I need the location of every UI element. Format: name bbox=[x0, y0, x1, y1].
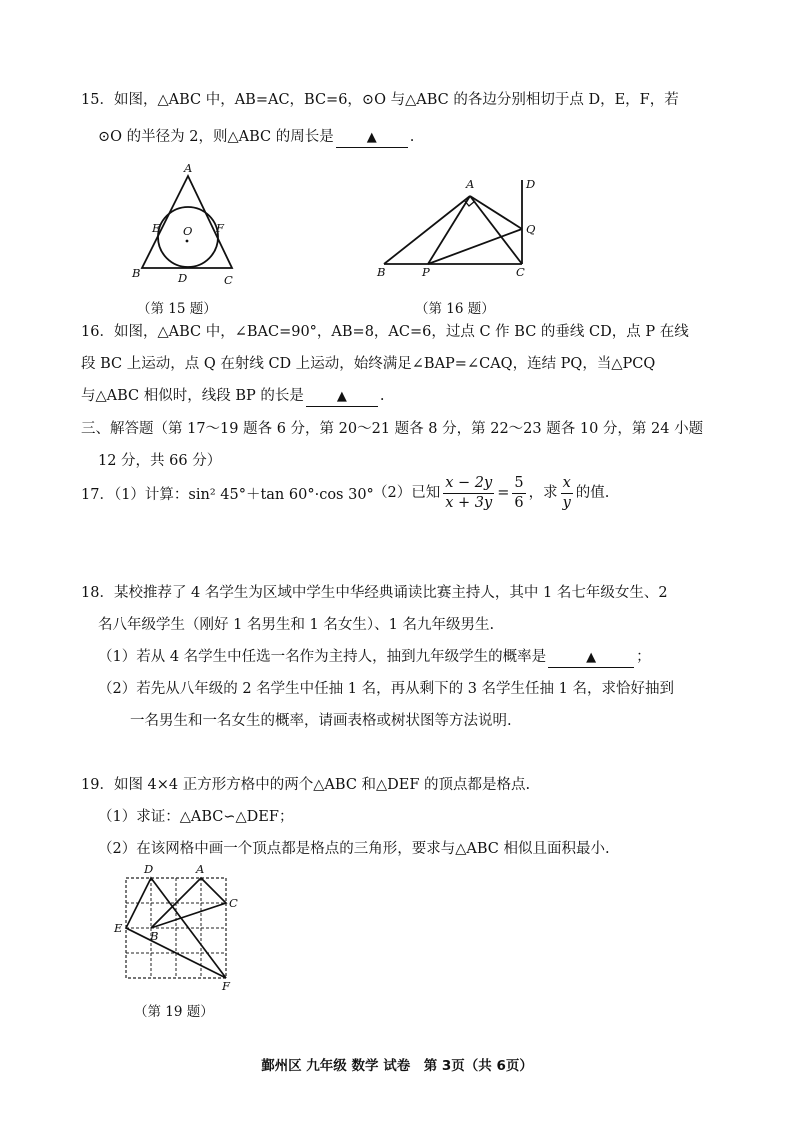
q19-figure bbox=[110, 860, 250, 993]
blank-marker: ▲ bbox=[336, 389, 347, 404]
fig19-label-F: F bbox=[222, 979, 230, 993]
q16-line2: 段 BC 上运动，点 Q 在射线 CD 上运动，始终满足∠BAP=∠CAQ，连结 PQ，当△PCQ bbox=[81, 356, 656, 372]
equals-sign: = bbox=[497, 485, 510, 501]
q16-answer-blank[interactable] bbox=[306, 387, 378, 407]
section3-line1: 三、解答题（第 17～19 题各 6 分，第 20～21 题各 8 分，第 22～23 题各 10 分，第 24 小题 bbox=[81, 421, 704, 437]
q15-line2 bbox=[98, 128, 414, 148]
q18-line2: 名八年级学生（刚好 1 名男生和 1 名女生）、1 名九年级男生. bbox=[98, 617, 495, 633]
q17-part2-mid: ，求 bbox=[528, 485, 558, 501]
center-o-dot bbox=[186, 240, 189, 243]
q15-fig-caption: （第 15 题） bbox=[137, 301, 217, 317]
q17-part2-prefix: （2）已知 bbox=[373, 485, 441, 501]
fig15-label-A: A bbox=[184, 161, 193, 175]
fig16-label-A: A bbox=[466, 177, 475, 191]
q17-fraction-value bbox=[512, 474, 525, 513]
q17-part2-suffix: 的值. bbox=[575, 485, 610, 501]
fig16-label-B: B bbox=[377, 265, 386, 279]
q18-sub1-text: （1）若从 4 名学生中任选一名作为主持人，抽到九年级学生的概率是 bbox=[98, 649, 547, 665]
q18-sub2-line1: （2）若先从八年级的 2 名学生中任抽 1 名，再从剩下的 3 名学生任抽 1 名，求恰好抽到 bbox=[98, 681, 674, 697]
q16-line1: 16．如图，△ABC 中，∠BAC=90°，AB=8，AC=6，过点 C 作 BC 的垂线 CD，点 P 在线 bbox=[81, 324, 689, 340]
segment-ap bbox=[428, 196, 470, 264]
fig15-label-E: E bbox=[152, 221, 161, 235]
q17-part2 bbox=[373, 472, 609, 514]
q17-fraction-main bbox=[443, 474, 494, 513]
q15-line2-text: ⊙O 的半径为 2，则△ABC 的周长是 bbox=[98, 129, 334, 145]
q19-line1: 19．如图 4×4 正方形方格中的两个△ABC 和△DEF 的顶点都是格点. bbox=[81, 777, 531, 793]
fig19-label-A: A bbox=[196, 862, 205, 876]
segment-aq bbox=[470, 196, 522, 229]
fig19-label-E: E bbox=[114, 921, 123, 935]
q15-figure bbox=[120, 160, 250, 285]
section3-line2: 12 分，共 66 分） bbox=[98, 453, 222, 469]
frac-denominator: y bbox=[562, 494, 571, 511]
q15-line2-end: . bbox=[409, 129, 415, 145]
fig19-label-D: D bbox=[144, 862, 154, 876]
frac-denominator: 6 bbox=[514, 494, 524, 511]
q18-answer-blank[interactable] bbox=[548, 648, 634, 668]
page-footer: 鄞州区 九年级 数学 试卷 第 3页（共 6页） bbox=[261, 1058, 533, 1074]
q18-sub1-end: ； bbox=[636, 649, 651, 665]
fig15-label-C: C bbox=[224, 273, 233, 287]
q17-part1: 17．（1）计算：sin² 45°＋tan 60°·cos 30° bbox=[81, 487, 374, 503]
frac-numerator: 5 bbox=[512, 474, 525, 494]
segment-ac bbox=[470, 196, 522, 264]
fig16-label-C: C bbox=[516, 265, 525, 279]
fig15-label-D: D bbox=[178, 271, 188, 285]
blank-marker: ▲ bbox=[366, 130, 377, 145]
q19-sub1: （1）求证：△ABC∽△DEF； bbox=[98, 809, 294, 825]
fig16-label-D: D bbox=[526, 177, 536, 191]
q19-sub2: （2）在该网格中画一个顶点都是格点的三角形，要求与△ABC 相似且面积最小. bbox=[98, 841, 610, 857]
q16-line3-end: . bbox=[379, 388, 385, 404]
fig19-label-C: C bbox=[229, 896, 238, 910]
q17-fraction-xy bbox=[561, 474, 573, 513]
frac-numerator: x − 2y bbox=[443, 474, 494, 494]
q16-line3 bbox=[81, 387, 385, 407]
fig16-label-Q: Q bbox=[526, 222, 536, 236]
fig15-label-O: O bbox=[183, 224, 193, 238]
fig19-label-B: B bbox=[150, 929, 159, 943]
grid-lines bbox=[126, 878, 226, 978]
q18-sub2-line2: 一名男生和一名女生的概率，请画表格或树状图等方法说明. bbox=[130, 713, 512, 729]
fig16-label-P: P bbox=[422, 265, 430, 279]
q18-line1: 18．某校推荐了 4 名学生为区域中学生中华经典诵读比赛主持人，其中 1 名七年级女生、2 bbox=[81, 585, 668, 601]
q15-answer-blank[interactable] bbox=[336, 128, 408, 148]
q16-fig-caption: （第 16 题） bbox=[415, 301, 495, 317]
frac-numerator: x bbox=[561, 474, 573, 494]
frac-denominator: x + 3y bbox=[445, 494, 493, 511]
blank-marker: ▲ bbox=[586, 650, 597, 665]
q15-line1: 15．如图，△ABC 中，AB=AC，BC=6，⊙O 与△ABC 的各边分别相切于点 D，E，F，若 bbox=[81, 92, 679, 108]
q18-sub1 bbox=[98, 648, 651, 668]
fig15-label-B: B bbox=[132, 266, 141, 280]
q16-line3-text: 与△ABC 相似时，线段 BP 的长是 bbox=[81, 388, 304, 404]
fig15-label-F: F bbox=[216, 221, 224, 235]
q19-fig-caption: （第 19 题） bbox=[134, 1004, 214, 1020]
q16-figure bbox=[372, 172, 542, 282]
